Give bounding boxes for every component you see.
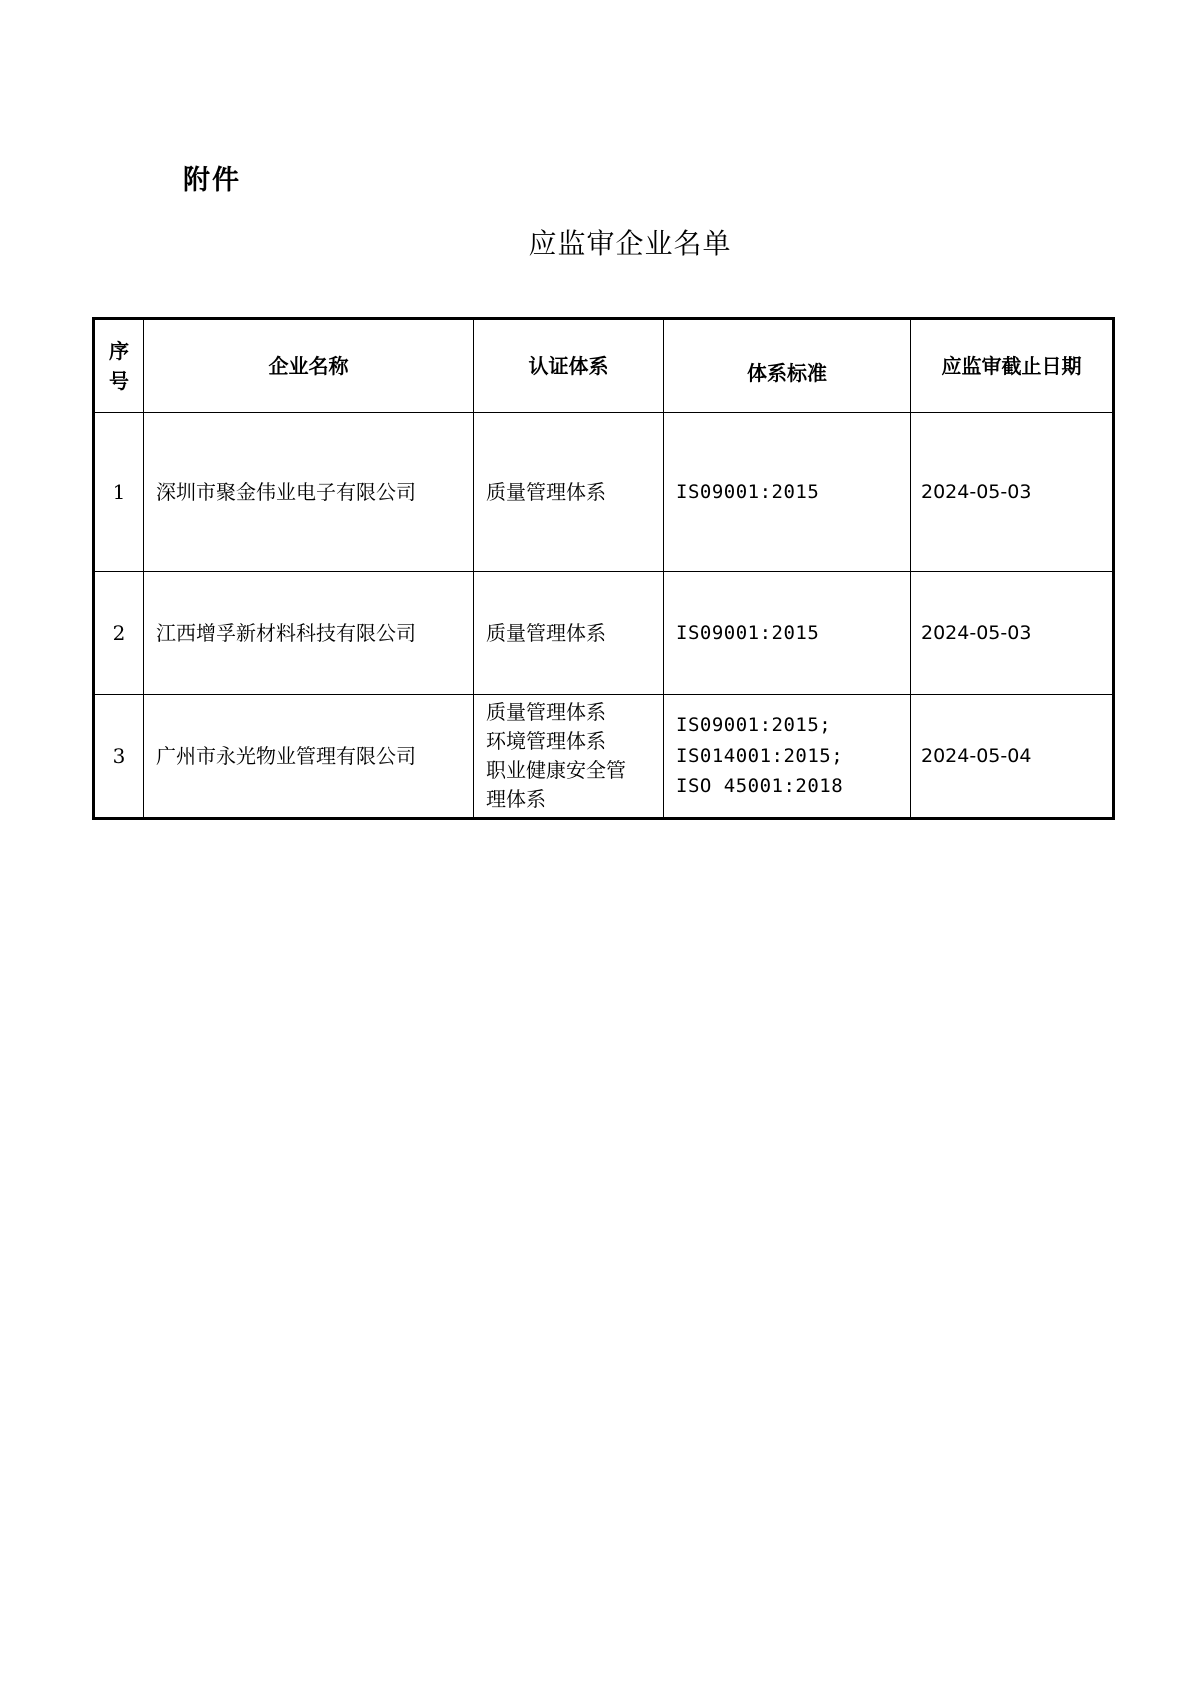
- header-serial-number: [94, 319, 144, 413]
- certification-system-line: 质量管理体系: [486, 480, 606, 504]
- table-row: [94, 572, 1114, 695]
- enterprise-list-table: [92, 317, 1115, 820]
- certification-system-line: 职业健康安全管: [486, 758, 626, 782]
- document-title: 应监审企业名单: [528, 227, 732, 260]
- header-system-standard: 体系标准: [664, 319, 911, 413]
- audit-deadline: 2024-05-03: [911, 572, 1114, 695]
- system-standard-line: IS09001:2015;: [676, 714, 832, 737]
- row-number: 1: [94, 413, 144, 572]
- audit-deadline: 2024-05-04: [911, 695, 1114, 819]
- row-number: 3: [94, 695, 144, 819]
- system-standard-line: IS09001:2015: [676, 480, 820, 503]
- system-standard-line: ISO 45001:2018: [676, 775, 844, 798]
- certification-system: [474, 572, 664, 695]
- header-certification-system: 认证体系: [474, 319, 664, 413]
- system-standard: [664, 695, 911, 819]
- certification-system: [474, 413, 664, 572]
- certification-system: [474, 695, 664, 819]
- system-standard: [664, 413, 911, 572]
- system-standard: [664, 572, 911, 695]
- company-name: 深圳市聚金伟业电子有限公司: [144, 413, 474, 572]
- table-row: [94, 695, 1114, 819]
- header-serial-number-line-1: 序: [109, 339, 129, 363]
- company-name: 江西增孚新材料科技有限公司: [144, 572, 474, 695]
- system-standard-line: IS014001:2015;: [676, 744, 844, 767]
- row-number: 2: [94, 572, 144, 695]
- system-standard-line: IS09001:2015: [676, 621, 820, 644]
- header-serial-number-line-2: 号: [109, 369, 129, 393]
- certification-system-line: 理体系: [486, 787, 546, 811]
- table-row: [94, 413, 1114, 572]
- table-header-row: [94, 319, 1114, 413]
- header-company-name: 企业名称: [144, 319, 474, 413]
- company-name: 广州市永光物业管理有限公司: [144, 695, 474, 819]
- certification-system-line: 环境管理体系: [486, 729, 606, 753]
- audit-deadline: 2024-05-03: [911, 413, 1114, 572]
- attachment-label: 附件: [183, 165, 241, 196]
- certification-system-line: 质量管理体系: [486, 700, 606, 724]
- certification-system-line: 质量管理体系: [486, 621, 606, 645]
- header-audit-deadline: 应监审截止日期: [911, 319, 1114, 413]
